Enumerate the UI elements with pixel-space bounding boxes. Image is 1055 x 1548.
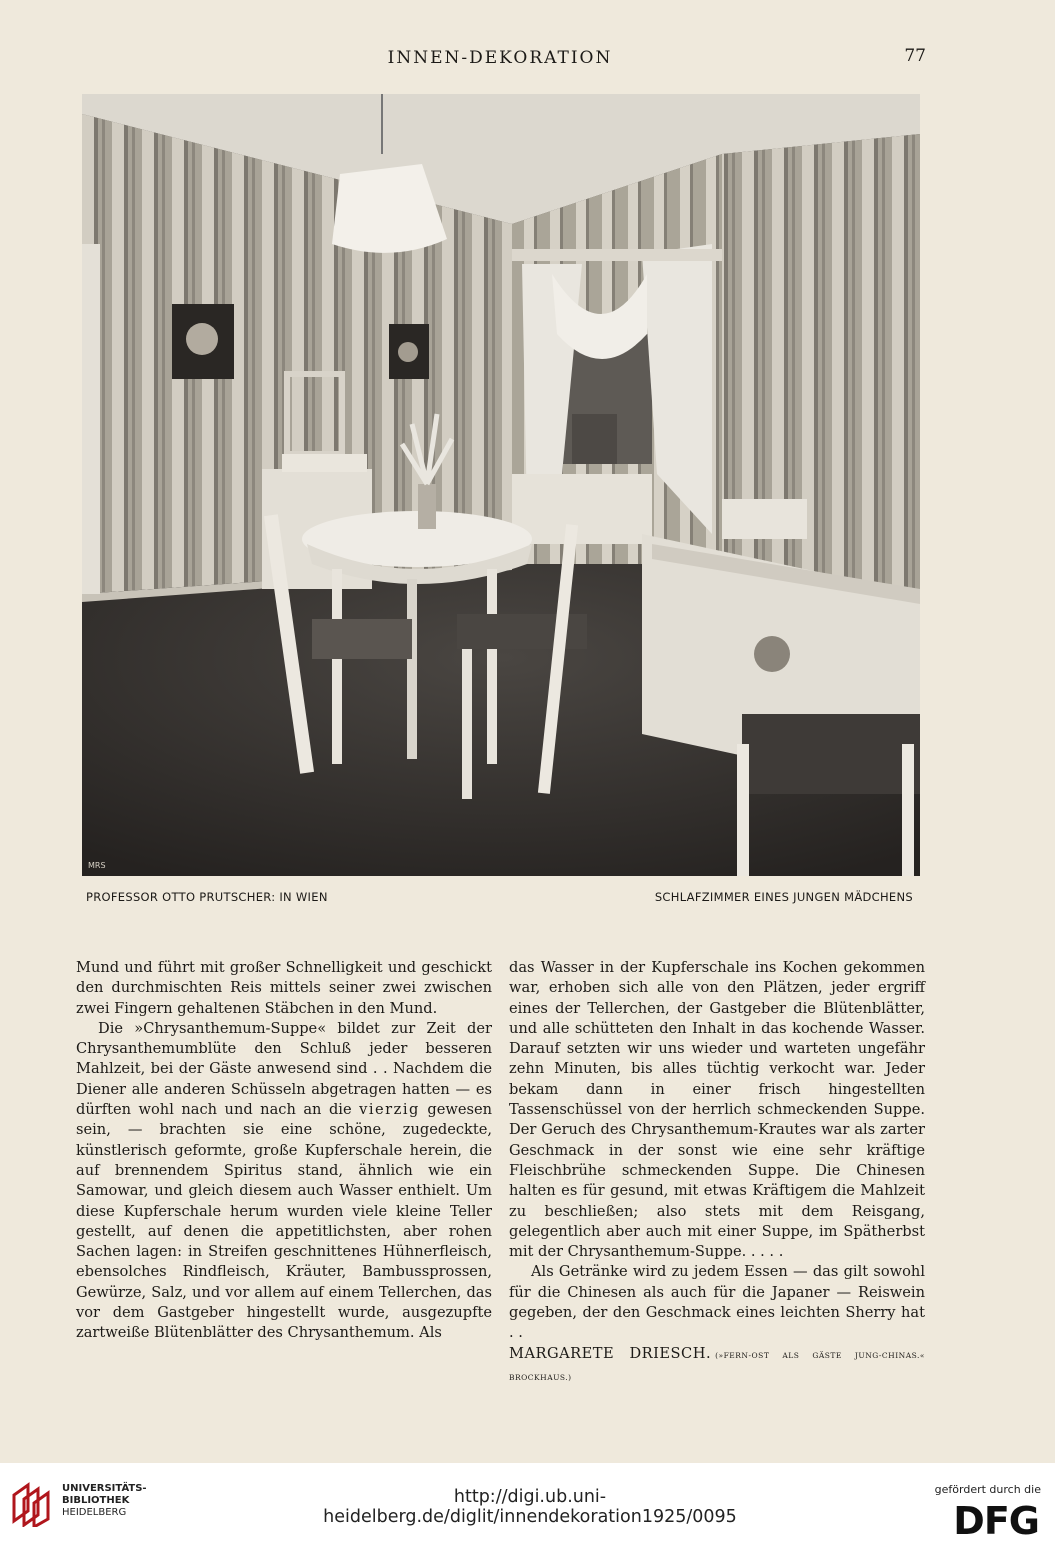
text-column-right — [509, 958, 925, 1388]
paragraph: Als Getränke wird zu jedem Essen — das gilt sowohl für die Chinesen als auch für die Japaner — Reiswein gegeben, der den Geschmack eines leichten Sherry hat . . — [509, 1263, 925, 1342]
caption-room: SCHLAFZIMMER EINES JUNGEN MÄDCHENS — [654, 890, 913, 904]
paragraph-text: Die »Chrysanthemum-Suppe« bildet zur Zeit der Chrysanthemumblüte den Schluß jeder besseren Mahlzeit, bei der Gäste anwesend sind . . Nachdem die Diener alle anderen Schüsseln abgetragen hatten — es dürften wohl nach und nach an die — [76, 1019, 492, 1119]
library-name-line: BIBLIOTHEK — [62, 1495, 130, 1506]
author-line — [509, 1344, 925, 1389]
paragraph: Mund und führt mit großer Schnelligkeit und geschickt den durchmischten Reis mittels seiner zwei zwischen zwei Fingern gehaltenen Stäbchen in den Mund. — [76, 959, 492, 1017]
digitization-footer — [0, 1463, 1055, 1548]
page-number: 77 — [904, 46, 926, 66]
caption-designer: PROFESSOR OTTO PRUTSCHER: IN WIEN — [86, 890, 328, 904]
photo-monogram: MRS — [88, 861, 106, 870]
author-signature: MARGARETE DRIESCH. — [509, 1344, 712, 1362]
paragraph-text: gewesen sein, — brachten sie eine schöne, zugedeckte, künstlerisch geformte, große Kupferschale herein, die auf brennendem Spiritus stand, ähnlich wie ein Samowar, und gleich diesem auch Wasser enthielt. Um diese Kupferschale herum wurden viele kleine Teller gestellt, auf denen die appetitlichsten, aber rohen Sachen lagen: in Streifen geschnittenes Hühnerfleisch, ebensolches Rindfleisch, Kräuter, Bambussprossen, Gewürze, Salz, und vor allem auf einem Tellerchen, das vor dem Gastgeber hingestellt wurde, ausgezupfte zartweiße Blütenblätter des Chrysanthemum. Als — [76, 1101, 492, 1342]
source-reference: (»FERN-OST ALS GÄSTE JUNG-CHINAS.« BROCKHAUS.) — [509, 1350, 925, 1382]
dfg-logo: DFG — [953, 1499, 1039, 1543]
room-photo-illustration — [82, 94, 920, 876]
running-header: INNEN-DEKORATION — [387, 48, 613, 68]
library-name — [62, 1483, 147, 1519]
emphasized-word: vierzig — [359, 1101, 420, 1119]
room-photograph — [82, 94, 920, 876]
library-name-line: UNIVERSITÄTS- — [62, 1483, 147, 1494]
permalink-url[interactable]: http://digi.ub.uni-heidelberg.de/diglit/innendekoration1925/0095 — [323, 1487, 737, 1527]
funding-note: gefördert durch die — [934, 1483, 1041, 1496]
paragraph — [76, 1019, 492, 1344]
paragraph: das Wasser in der Kupferschale ins Kochen gekommen war, erhoben sich alle von den Plätzen, jeder ergriff eines der Tellerchen, der Gastgeber die Blütenblätter, und alle schütteten den Inhalt in das kochende Wasser. Darauf setzten wir uns wieder und warteten ungefähr zehn Minuten, bis alles tüchtig verkocht war. Jeder bekam dann in einer frisch hingestellten Tassenschüssel von der herrlich schmeckenden Suppe. Der Geruch des Chrysanthemum-Krautes war als zarter Geschmack in der sonst wie eine sehr kräftige Fleischbrühe schmeckenden Suppe. Die Chinesen halten es für gesund, mit etwas Kräftigem die Mahlzeit zu beschließen; also stets mit dem Reisgang, gelegentlich aber auch mit einer Suppe, im Spätherbst mit der Chrysanthemum-Suppe. . . . . — [509, 959, 925, 1261]
library-name-line: HEIDELBERG — [62, 1507, 127, 1518]
library-logo-icon — [10, 1481, 54, 1527]
text-column-left — [76, 958, 492, 1344]
